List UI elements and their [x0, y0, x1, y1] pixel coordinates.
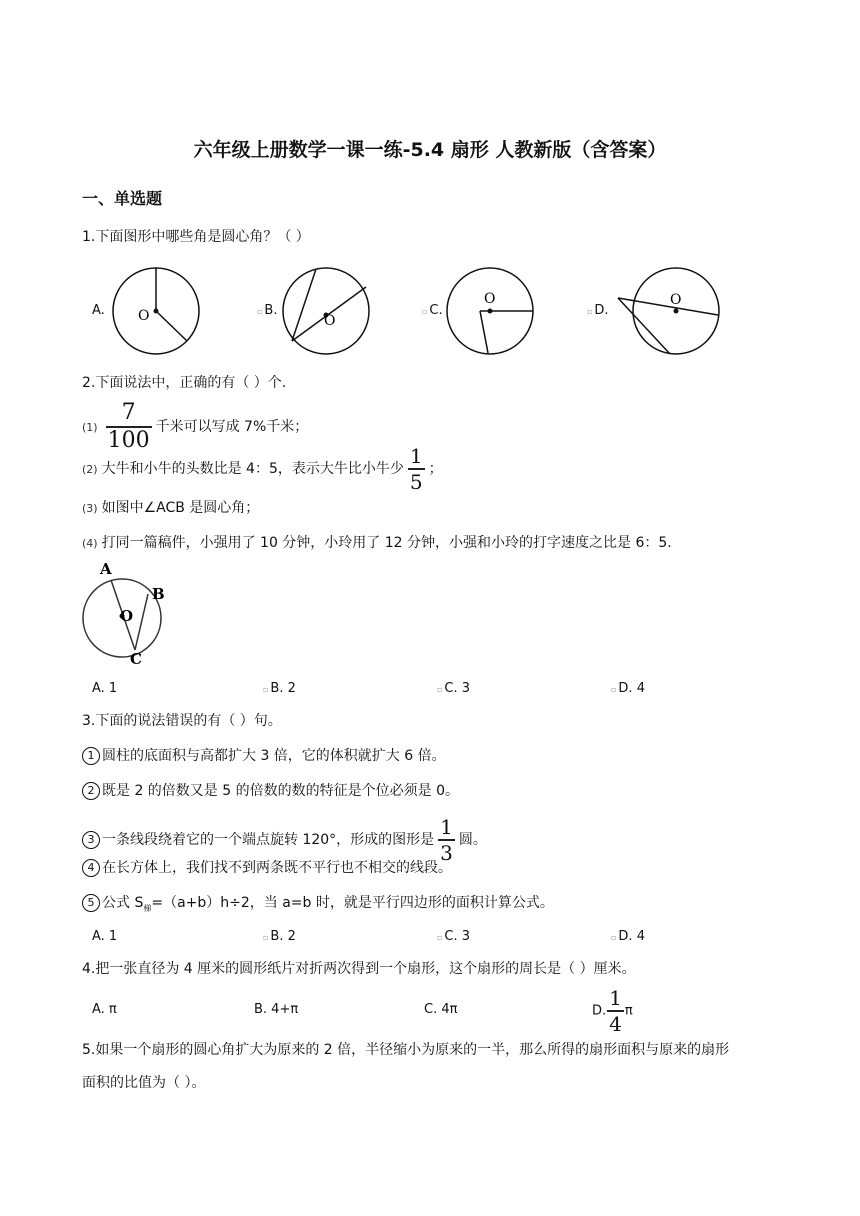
q3-statement-2: 2 既是 2 的倍数又是 5 的倍数的数的特征是个位必须是 0。: [82, 781, 459, 801]
q2-fraction-7-100: $\frac{7}{100}$: [107, 400, 150, 453]
svg-text:A: A: [100, 562, 112, 578]
question-3-stem: 3.下面的说法错误的有（ ）句。: [82, 713, 282, 729]
q3-option-b[interactable]: ▫ B. 2: [263, 929, 296, 944]
q2-statement-4: (4) 打同一篇稿件，小强用了 10 分钟，小玲用了 12 分钟，小强和小玲的打字速度之比是 6：5.: [82, 535, 672, 551]
q1-figure-d: [614, 265, 724, 357]
q3-option-a[interactable]: A. 1: [92, 929, 118, 944]
q2-statement-1: (1) $\frac{7}{100}$ 千米可以写成 7%千米；: [82, 400, 309, 453]
q2-statement-3: (3) 如图中∠ACB 是圆心角；: [82, 500, 260, 516]
page-title: 六年级上册数学一课一练-5.4 扇形 人教新版（含答案）: [193, 139, 667, 161]
svg-text:B: B: [152, 585, 165, 603]
q3-statement-3: 3 一条线段绕着它的一个端点旋转 120°，形成的图形是 $\frac{1}{3}$ 圆。: [82, 817, 487, 863]
q3-option-c[interactable]: ▫ C. 3: [437, 929, 471, 944]
question-5-line-1: 5.如果一个扇形的圆心角扩大为原来的 2 倍，半径缩小为原来的一半，那么所得的扇形面积与原来的扇形: [82, 1042, 730, 1058]
q4-option-a[interactable]: A. π: [92, 1002, 117, 1017]
q1-option-b[interactable]: ▫ B.: [257, 303, 278, 318]
q3-option-d[interactable]: ▫ D. 4: [611, 929, 645, 944]
q3-statement-5: 5 公式 $S_梯=(a+b)h\div 2$，当 a=b 时，就是平行四边形的面积计算公式。: [82, 893, 554, 919]
q1-option-c[interactable]: ▫ C.: [422, 303, 443, 318]
q2-option-b[interactable]: ▫ B. 2: [263, 681, 296, 696]
q3-fraction-1-3: $\frac{1}{3}$: [440, 815, 453, 865]
question-4-stem: 4.把一张直径为 4 厘米的圆形纸片对折两次得到一个扇形，这个扇形的周长是（ ）厘米。: [82, 961, 636, 977]
q2-circle-figure: [78, 562, 178, 670]
q1-option-d[interactable]: ▫ D.: [587, 303, 609, 318]
q2-option-d[interactable]: ▫ D. 4: [611, 681, 645, 696]
q2-option-a[interactable]: A. 1: [92, 681, 118, 696]
q4-option-b[interactable]: B. 4+π: [254, 1002, 299, 1017]
q3-statement-4: 4 在长方体上，我们找不到两条既不平行也不相交的线段。: [82, 858, 452, 878]
q1-c-center-label: O: [484, 291, 496, 307]
q1-d-center-label: O: [670, 292, 682, 308]
question-5-line-2: 面积的比值为（ ）。: [82, 1075, 206, 1091]
question-1-stem: 1.下面图形中哪些角是圆心角？（ ）: [82, 229, 310, 245]
q1-figure-a: [110, 265, 202, 357]
q1-figure-c: [444, 265, 536, 357]
q1-a-center-label: O: [138, 308, 150, 324]
section-heading: 一、单选题: [82, 189, 163, 208]
svg-text:O: O: [120, 607, 134, 625]
svg-text:C: C: [130, 650, 142, 668]
q1-b-center-label: O: [324, 313, 336, 329]
q2-option-c[interactable]: ▫ C. 3: [437, 681, 471, 696]
q3-statement-1: 1 圆柱的底面积与高都扩大 3 倍，它的体积就扩大 6 倍。: [82, 746, 446, 766]
q2-fraction-1-5: $\frac{1}{5}$: [409, 444, 423, 494]
q1-option-a[interactable]: A.: [92, 303, 105, 318]
q1-figure-b: [280, 265, 372, 357]
q4-fraction-1-4: $\frac{1}{4}$: [609, 986, 622, 1036]
q4-option-d[interactable]: D. $\frac{1}{4}$ π: [592, 986, 633, 1036]
question-2-stem: 2.下面说法中，正确的有（ ）个.: [82, 375, 287, 391]
q4-option-c[interactable]: C. 4π: [424, 1002, 458, 1017]
q2-statement-2: (2) 大牛和小牛的头数比是 4：5，表示大牛比小牛少 $\frac{1}{5}$ ；: [82, 444, 443, 494]
